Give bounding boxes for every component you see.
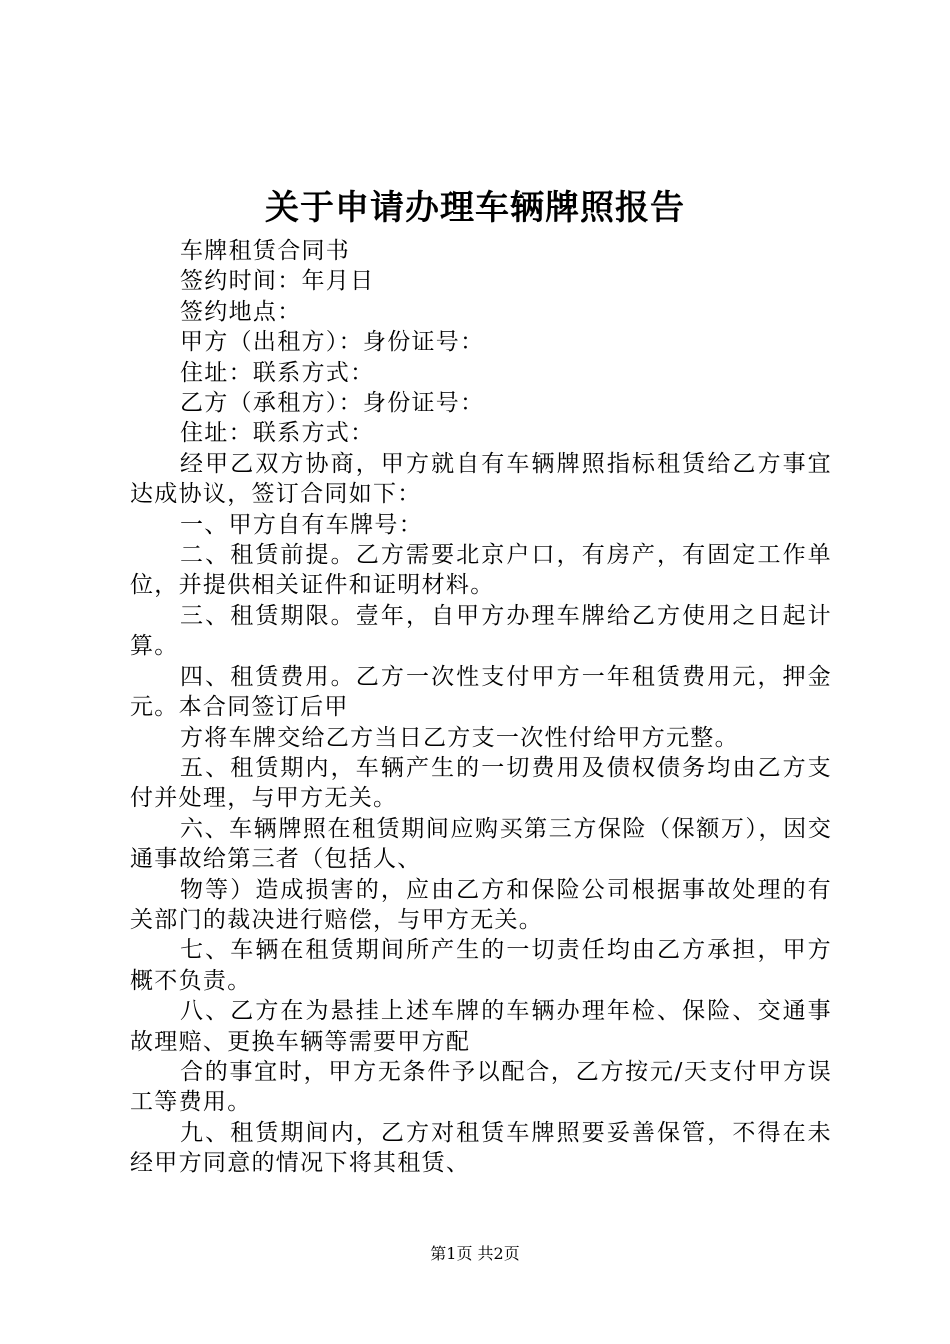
paragraph: 经甲乙双方协商，甲方就自有车辆牌照指标租赁给乙方事宜达成协议，签订合同如下： xyxy=(130,450,832,508)
paragraph: 七、车辆在租赁期间所产生的一切责任均由乙方承担，甲方概不负责。 xyxy=(130,937,832,994)
paragraph: 九、租赁期间内，乙方对租赁车牌照要妥善保管，不得在未经甲方同意的情况下将其租赁、 xyxy=(130,1119,832,1177)
paragraph: 甲方（出租方）：身份证号： xyxy=(180,329,485,356)
paragraph: 二、租赁前提。乙方需要北京户口，有房产，有固定工作单位，并提供相关证件和证明材料。 xyxy=(130,542,832,599)
paragraph: 方将车牌交给乙方当日乙方支一次性付给甲方元整。 xyxy=(180,724,739,751)
paragraph: 乙方（承租方）：身份证号： xyxy=(180,390,485,417)
paragraph: 车牌租赁合同书 xyxy=(180,238,351,264)
paragraph: 一、甲方自有车牌号： xyxy=(180,511,423,538)
document-title: 关于申请办理车辆牌照报告 xyxy=(265,188,685,228)
paragraph: 物等）造成损害的，应由乙方和保险公司根据事故处理的有关部门的裁决进行赔偿，与甲方无关。 xyxy=(130,876,832,933)
paragraph: 四、租赁费用。乙方一次性支付甲方一年租赁费用元，押金元。本合同签订后甲 xyxy=(130,663,832,721)
paragraph: 住址：联系方式： xyxy=(180,420,375,447)
paragraph: 三、租赁期限。壹年，自甲方办理车牌给乙方使用之日起计算。 xyxy=(130,602,832,660)
paragraph: 合的事宜时，甲方无条件予以配合，乙方按元/天支付甲方误工等费用。 xyxy=(130,1058,832,1116)
paragraph: 五、租赁期内，车辆产生的一切费用及债权债务均由乙方支付并处理，与甲方无关。 xyxy=(130,754,832,812)
paragraph: 八、乙方在为悬挂上述车牌的车辆办理年检、保险、交通事故理赔、更换车辆等需要甲方配 xyxy=(130,998,832,1055)
paragraph: 签约时间：年月日 xyxy=(180,268,375,295)
paragraph: 六、车辆牌照在租赁期间应购买第三方保险（保额万），因交通事故给第三者（包括人、 xyxy=(130,815,832,873)
paragraph: 住址：联系方式： xyxy=(180,359,375,386)
page-indicator: 第1页 共2页 xyxy=(430,1244,520,1263)
paragraph: 签约地点： xyxy=(180,298,302,325)
document-body xyxy=(130,236,832,1179)
